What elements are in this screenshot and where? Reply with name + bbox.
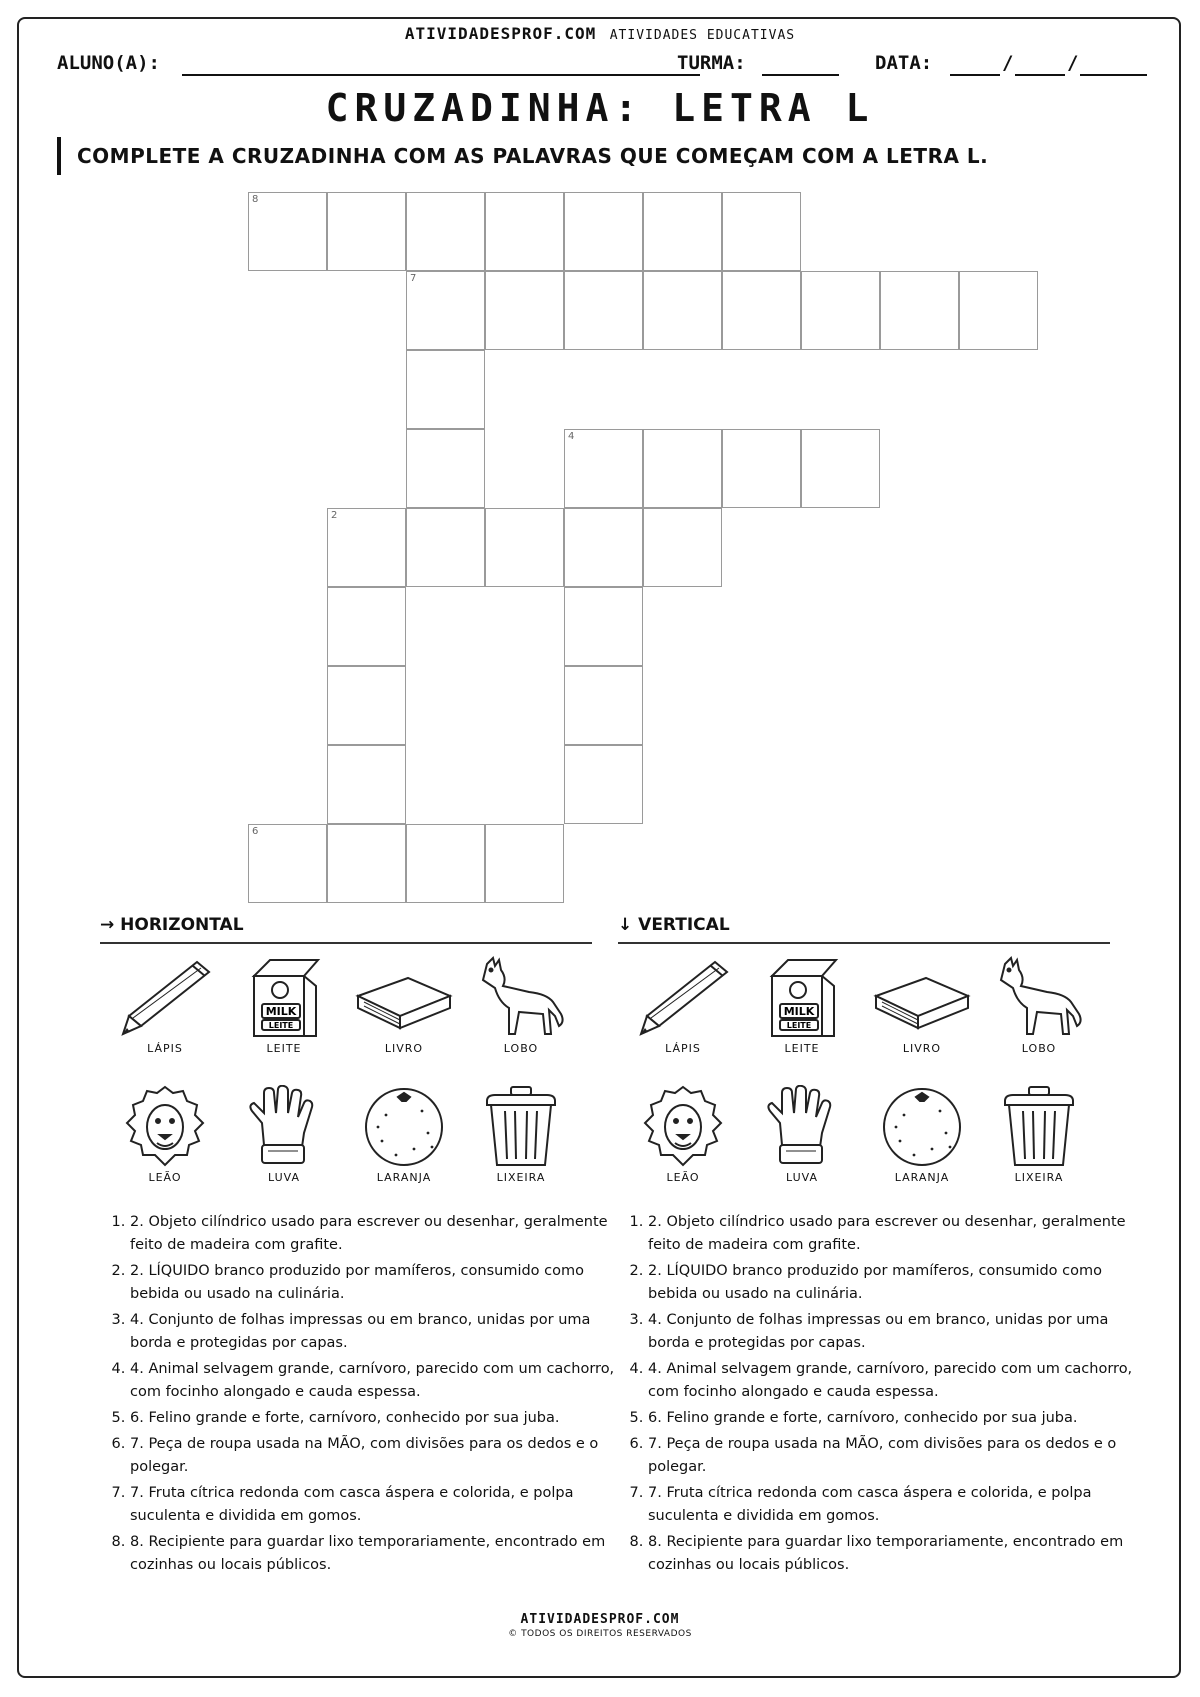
footer <box>0 1612 1200 1639</box>
crossword-cell[interactable] <box>485 271 564 350</box>
crossword-cell[interactable] <box>564 587 643 666</box>
crossword-cell[interactable] <box>406 824 485 903</box>
crossword-cell[interactable] <box>485 824 564 903</box>
leite-label: LEITE <box>786 1021 812 1030</box>
picture-label: LIVRO <box>384 1042 424 1055</box>
student-label: ALUNO(A): <box>57 52 160 74</box>
crossword-cell[interactable] <box>564 508 643 587</box>
picture-label: LARANJA <box>376 1171 432 1184</box>
clue-item: 6. 7. Peça de roupa usada na MÃO, com divisões para os dedos e o polegar. <box>648 1433 1136 1479</box>
picture-label: LIXEIRA <box>1014 1171 1064 1184</box>
clue-item: 1. 2. Objeto cilíndrico usado para escrever ou desenhar, geralmente feito de madeira com grafite. <box>130 1211 618 1257</box>
picture-label: LOBO <box>1021 1042 1057 1055</box>
milk-label: MILK <box>783 1005 815 1018</box>
clue-item: 2. 2. LÍQUIDO branco produzido por mamíferos, consumido como bebida ou usado na culinária. <box>648 1260 1136 1306</box>
crossword-cell[interactable] <box>643 429 722 508</box>
book-icon <box>352 956 456 1038</box>
picture-card <box>987 1085 1091 1184</box>
picture-label: LÁPIS <box>147 1042 183 1055</box>
horizontal-clues <box>100 1211 618 1580</box>
picture-label: LOBO <box>503 1042 539 1055</box>
picture-card <box>469 1085 573 1184</box>
book-icon <box>870 956 974 1038</box>
trash-can-icon <box>469 1085 573 1167</box>
site-name: ATIVIDADESPROF.COM <box>404 24 597 43</box>
crossword-cell[interactable] <box>406 508 485 587</box>
orange-icon <box>870 1085 974 1167</box>
picture-card <box>870 956 974 1055</box>
clue-number: 6 <box>252 826 259 837</box>
wolf-icon <box>987 956 1091 1038</box>
date-separator: / <box>1067 52 1079 74</box>
crossword-cell[interactable] <box>406 192 485 271</box>
date-label: DATA: <box>875 52 933 74</box>
clue-item: 3. 4. Conjunto de folhas impressas ou em branco, unidas por uma borda e protegidas por capas. <box>130 1309 618 1355</box>
wolf-icon <box>469 956 573 1038</box>
clue-item: 2. 2. LÍQUIDO branco produzido por mamíferos, consumido como bebida ou usado na culinária. <box>130 1260 618 1306</box>
crossword-cell[interactable] <box>564 666 643 745</box>
footer-copyright: © TODOS OS DIREITOS RESERVADOS <box>508 1629 692 1639</box>
crossword-cell[interactable] <box>722 429 801 508</box>
picture-label: LARANJA <box>894 1171 950 1184</box>
horizontal-divider <box>100 942 592 944</box>
vertical-divider <box>618 942 1110 944</box>
clue-item: 4. 4. Animal selvagem grande, carnívoro, parecido com um cachorro, com focinho alongado e cauda espessa. <box>130 1358 618 1404</box>
milk-carton-icon <box>750 956 854 1038</box>
picture-card <box>469 956 573 1055</box>
clue-item: 6. 7. Peça de roupa usada na MÃO, com divisões para os dedos e o polegar. <box>130 1433 618 1479</box>
picture-label: LIVRO <box>902 1042 942 1055</box>
milk-label: MILK <box>265 1005 297 1018</box>
crossword-cell[interactable] <box>564 429 643 508</box>
picture-label: LEÃO <box>666 1171 700 1184</box>
crossword-cell[interactable] <box>564 745 643 824</box>
lion-icon <box>113 1085 217 1167</box>
instruction-text: COMPLETE A CRUZADINHA COM AS PALAVRAS QUE COMEÇAM COM A LETRA L. <box>77 144 989 168</box>
picture-label: LUVA <box>268 1171 300 1184</box>
crossword-cell[interactable] <box>327 508 406 587</box>
picture-label: LEÃO <box>148 1171 182 1184</box>
crossword-cell[interactable] <box>327 745 406 824</box>
picture-label: LUVA <box>786 1171 818 1184</box>
crossword-cell[interactable] <box>327 824 406 903</box>
picture-card <box>232 1085 336 1184</box>
page-title: CRUZADINHA: LETRA L <box>325 86 875 130</box>
crossword-cell[interactable] <box>406 350 485 429</box>
crossword-cell[interactable] <box>406 271 485 350</box>
glove-icon <box>232 1085 336 1167</box>
crossword-cell[interactable] <box>801 271 880 350</box>
picture-card <box>113 1085 217 1184</box>
crossword-cell[interactable] <box>564 192 643 271</box>
clue-item: 5. 6. Felino grande e forte, carnívoro, conhecido por sua juba. <box>130 1407 618 1430</box>
picture-card <box>113 956 217 1055</box>
picture-card <box>987 956 1091 1055</box>
crossword-cell[interactable] <box>959 271 1038 350</box>
crossword-cell[interactable] <box>643 508 722 587</box>
clue-item: 3. 4. Conjunto de folhas impressas ou em branco, unidas por uma borda e protegidas por capas. <box>648 1309 1136 1355</box>
picture-card <box>352 1085 456 1184</box>
crossword-cell[interactable] <box>722 271 801 350</box>
clue-item: 7. 7. Fruta cítrica redonda com casca áspera e colorida, e polpa suculenta e dividida em gomos. <box>648 1482 1136 1528</box>
clue-item: 4. 4. Animal selvagem grande, carnívoro, parecido com um cachorro, com focinho alongado e cauda espessa. <box>648 1358 1136 1404</box>
picture-label: LIXEIRA <box>496 1171 546 1184</box>
pencil-icon <box>113 956 217 1038</box>
clue-number: 8 <box>252 194 259 205</box>
picture-card <box>631 1085 735 1184</box>
trash-can-icon <box>987 1085 1091 1167</box>
clue-number: 2 <box>331 510 338 521</box>
picture-label: LÁPIS <box>665 1042 701 1055</box>
crossword-cell[interactable] <box>485 508 564 587</box>
clue-item: 7. 7. Fruta cítrica redonda com casca áspera e colorida, e polpa suculenta e dividida em gomos. <box>130 1482 618 1528</box>
crossword-cell[interactable] <box>248 824 327 903</box>
clue-number: 4 <box>568 431 575 442</box>
class-label: TURMA: <box>677 52 746 74</box>
milk-carton-icon <box>232 956 336 1038</box>
leite-label: LEITE <box>268 1021 294 1030</box>
horizontal-heading: → HORIZONTAL <box>100 915 244 935</box>
glove-icon <box>750 1085 854 1167</box>
picture-card <box>750 1085 854 1184</box>
site-tagline: ATIVIDADES EDUCATIVAS <box>609 28 796 43</box>
crossword-cell[interactable] <box>643 192 722 271</box>
date-separator: / <box>1002 52 1014 74</box>
clue-item: 5. 6. Felino grande e forte, carnívoro, conhecido por sua juba. <box>648 1407 1136 1430</box>
picture-label: LEITE <box>784 1042 820 1055</box>
picture-label: LEITE <box>266 1042 302 1055</box>
picture-card <box>750 956 854 1055</box>
picture-card <box>232 956 336 1055</box>
crossword-cell[interactable] <box>643 271 722 350</box>
orange-icon <box>352 1085 456 1167</box>
crossword-cell[interactable] <box>327 666 406 745</box>
clue-item: 8. 8. Recipiente para guardar lixo temporariamente, encontrado em cozinhas ou locais públicos. <box>130 1531 618 1577</box>
footer-site: ATIVIDADESPROF.COM <box>520 1612 680 1627</box>
crossword-cell[interactable] <box>406 429 485 508</box>
crossword-cell[interactable] <box>327 192 406 271</box>
crossword-cell[interactable] <box>880 271 959 350</box>
picture-card <box>870 1085 974 1184</box>
crossword-cell[interactable] <box>485 192 564 271</box>
crossword-cell[interactable] <box>801 429 880 508</box>
pencil-icon <box>631 956 735 1038</box>
crossword-cell[interactable] <box>722 192 801 271</box>
clue-item: 1. 2. Objeto cilíndrico usado para escrever ou desenhar, geralmente feito de madeira com grafite. <box>648 1211 1136 1257</box>
vertical-heading: ↓ VERTICAL <box>618 915 730 935</box>
crossword-cell[interactable] <box>248 192 327 271</box>
vertical-clues <box>618 1211 1136 1580</box>
picture-card <box>631 956 735 1055</box>
crossword-cell[interactable] <box>327 587 406 666</box>
lion-icon <box>631 1085 735 1167</box>
clue-number: 7 <box>410 273 417 284</box>
crossword-cell[interactable] <box>564 271 643 350</box>
picture-card <box>352 956 456 1055</box>
clue-item: 8. 8. Recipiente para guardar lixo temporariamente, encontrado em cozinhas ou locais públicos. <box>648 1531 1136 1577</box>
